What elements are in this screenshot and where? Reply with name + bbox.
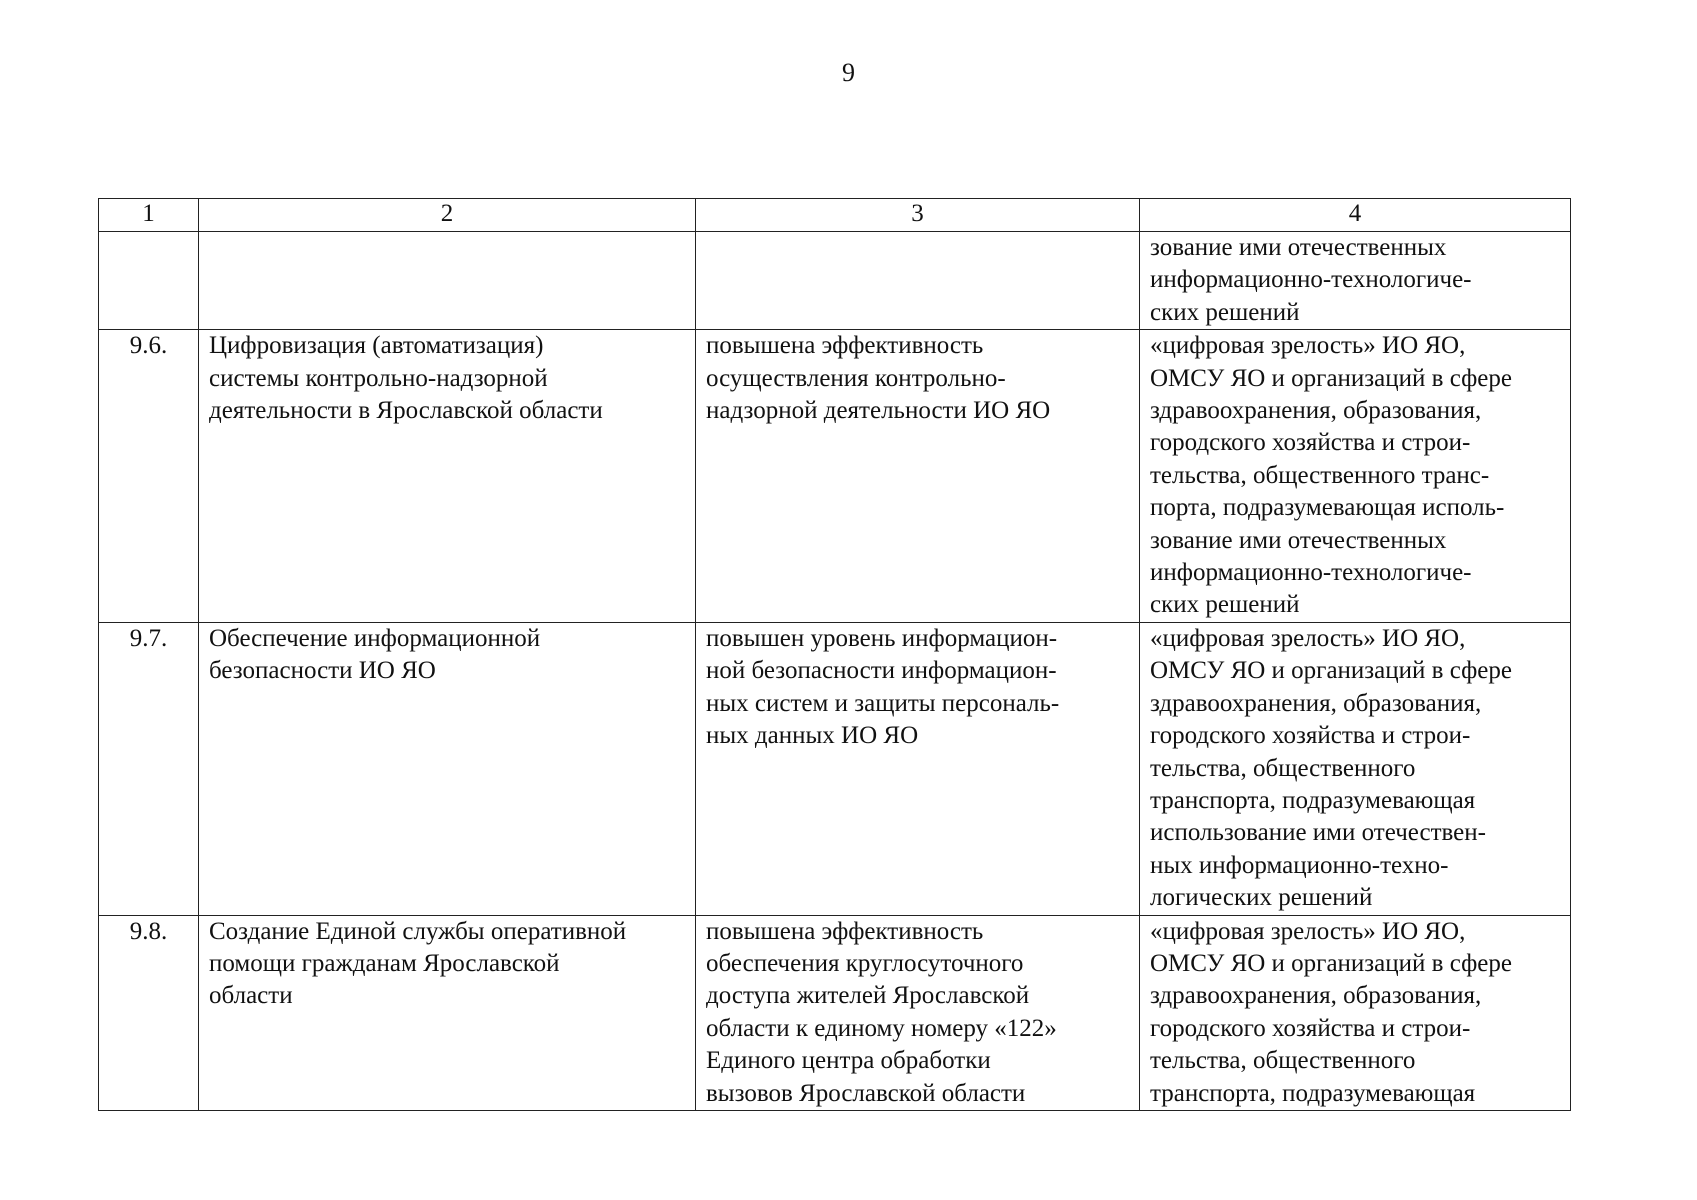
table-body [99,232,1571,1111]
measure-cell: Цифровизация (автоматизация) системы контрольно-надзорной деятельности в Ярославской области [199,330,696,623]
page-number: 9 [842,58,855,87]
header-row [99,199,1571,232]
table-header [99,199,1571,232]
table-row [99,330,1571,623]
indicator-cell: «цифровая зрелость» ИО ЯО, ОМСУ ЯО и организаций в сфере здравоохранения, образования, городского хозяйства и строи- тельства, общественного транспорта, подразумевающая [1140,915,1571,1110]
header-col-3: 3 [696,199,1140,232]
measure-cell: Обеспечение информационной безопасности ИО ЯО [199,622,696,915]
row-number: 9.7. [99,622,199,915]
header-col-2: 2 [199,199,696,232]
header-col-4: 4 [1140,199,1571,232]
result-cell: повышена эффективность обеспечения круглосуточного доступа жителей Ярославской области к единому номеру «122» Единого центра обработки вызовов Ярославской области [696,915,1140,1110]
result-cell: повышен уровень информацион- ной безопасности информацион- ных систем и защиты персональ- ных данных ИО ЯО [696,622,1140,915]
indicator-cell: зование ими отечественных информационно-технологиче- ских решений [1140,232,1571,330]
header-col-1: 1 [99,199,199,232]
row-number: 9.6. [99,330,199,623]
table-row [99,915,1571,1110]
measures-table [98,198,1571,1111]
table-row [99,232,1571,330]
measure-cell: Создание Единой службы оперативной помощи гражданам Ярославской области [199,915,696,1110]
row-number [99,232,199,330]
indicator-cell: «цифровая зрелость» ИО ЯО, ОМСУ ЯО и организаций в сфере здравоохранения, образования, городского хозяйства и строи- тельства, общественного транспорта, подразумевающая использование ими отечествен- ных информационно-техно- логических решений [1140,622,1571,915]
result-cell [696,232,1140,330]
table-row [99,622,1571,915]
indicator-cell: «цифровая зрелость» ИО ЯО, ОМСУ ЯО и организаций в сфере здравоохранения, образования, городского хозяйства и строи- тельства, общественного транс- порта, подразумевающая исполь- зование ими отечественных информационно-технологиче- ских решений [1140,330,1571,623]
measure-cell [199,232,696,330]
row-number: 9.8. [99,915,199,1110]
result-cell: повышена эффективность осуществления контрольно- надзорной деятельности ИО ЯО [696,330,1140,623]
